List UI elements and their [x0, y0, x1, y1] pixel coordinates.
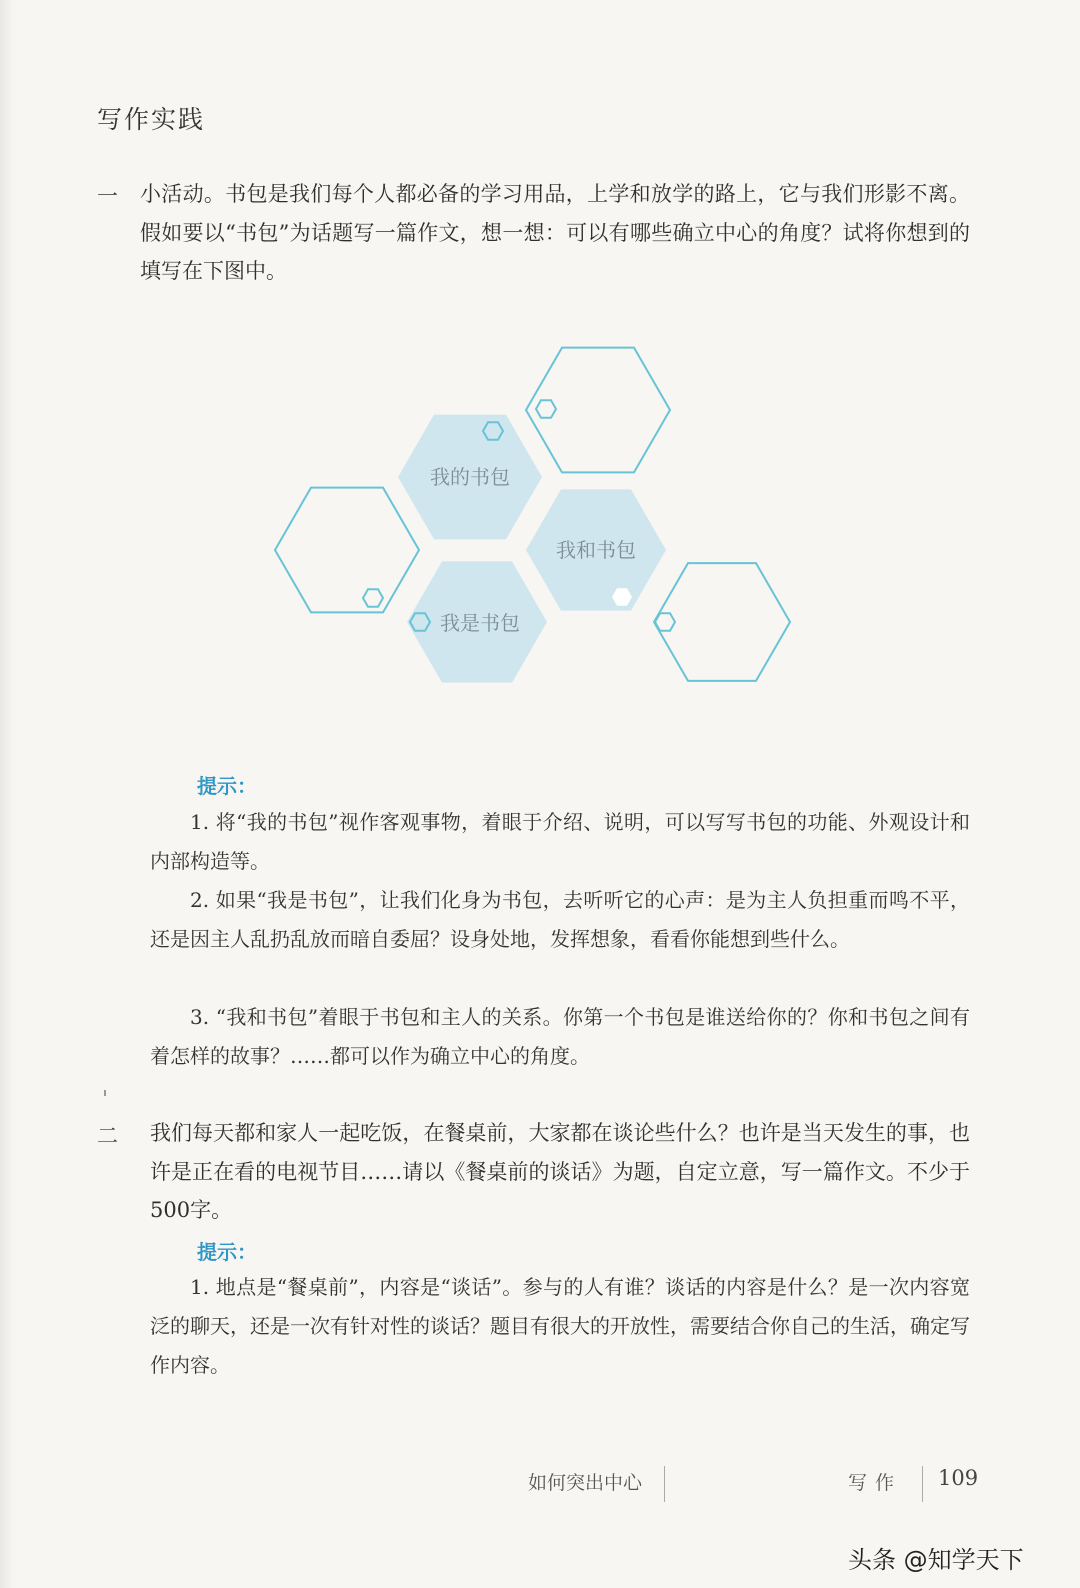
small-hex-3	[363, 589, 383, 606]
item1-text: 小活动。书包是我们每个人都必备的学习用品，上学和放学的路上，它与我们形影不离。假如要以“书包”为话题写一篇作文，想一想：可以有哪些确立中心的角度？试将你想到的填写在下图中。	[140, 182, 970, 283]
hint2-item-1: 1. 地点是“餐桌前”，内容是“谈话”。参与的人有谁？谈话的内容是什么？是一次内容宽泛的聊天，还是一次有针对性的谈话？题目有很大的开放性，需要结合你自己的生活，确定写作内容。	[150, 1275, 970, 1377]
hint1-item-2: 2. 如果“我是书包”，让我们化身为书包，去听听它的心声：是为主人负担重而鸣不平，还是因主人乱扔乱放而暗自委屈？设身处地，发挥想象，看看你能想到些什么。	[150, 888, 970, 951]
hex-empty-top	[526, 348, 670, 473]
margin-tick	[104, 1090, 106, 1096]
hex-empty-left	[275, 488, 419, 613]
section-title: 写作实践	[97, 105, 206, 134]
footer-divider-left	[664, 1466, 665, 1502]
watermark: 头条 @知学天下	[848, 1546, 1024, 1574]
hint2-label: 提示：	[197, 1240, 257, 1264]
hex-label-i-am-schoolbag: 我是书包	[440, 611, 520, 635]
footer-chapter: 如何突出中心	[528, 1472, 643, 1494]
footer-section: 写作	[848, 1472, 903, 1494]
hint1-item-1: 1. 将“我的书包”视作客观事物，着眼于介绍、说明，可以写写书包的功能、外观设计和内部构造等。	[150, 810, 970, 873]
hex-label-me-and-schoolbag: 我和书包	[556, 538, 636, 562]
page-number: 109	[938, 1466, 979, 1490]
item1-number: 一	[97, 184, 118, 208]
item2-text: 我们每天都和家人一起吃饭，在餐桌前，大家都在谈论些什么？也许是当天发生的事，也许是正在看的电视节目……请以《餐桌前的谈话》为题，自定立意，写一篇作文。不少于500字。	[150, 1121, 970, 1222]
item2-number: 二	[97, 1124, 118, 1148]
small-hex-5	[655, 613, 675, 630]
hint1-item-3: 3. “我和书包”着眼于书包和主人的关系。你第一个书包是谁送给你的？你和书包之间有着怎样的故事？……都可以作为确立中心的角度。	[150, 1005, 970, 1068]
footer-divider-right	[922, 1466, 923, 1502]
hex-label-my-schoolbag: 我的书包	[430, 465, 510, 489]
hint1-label: 提示：	[197, 774, 257, 798]
small-hex-2	[536, 400, 556, 417]
